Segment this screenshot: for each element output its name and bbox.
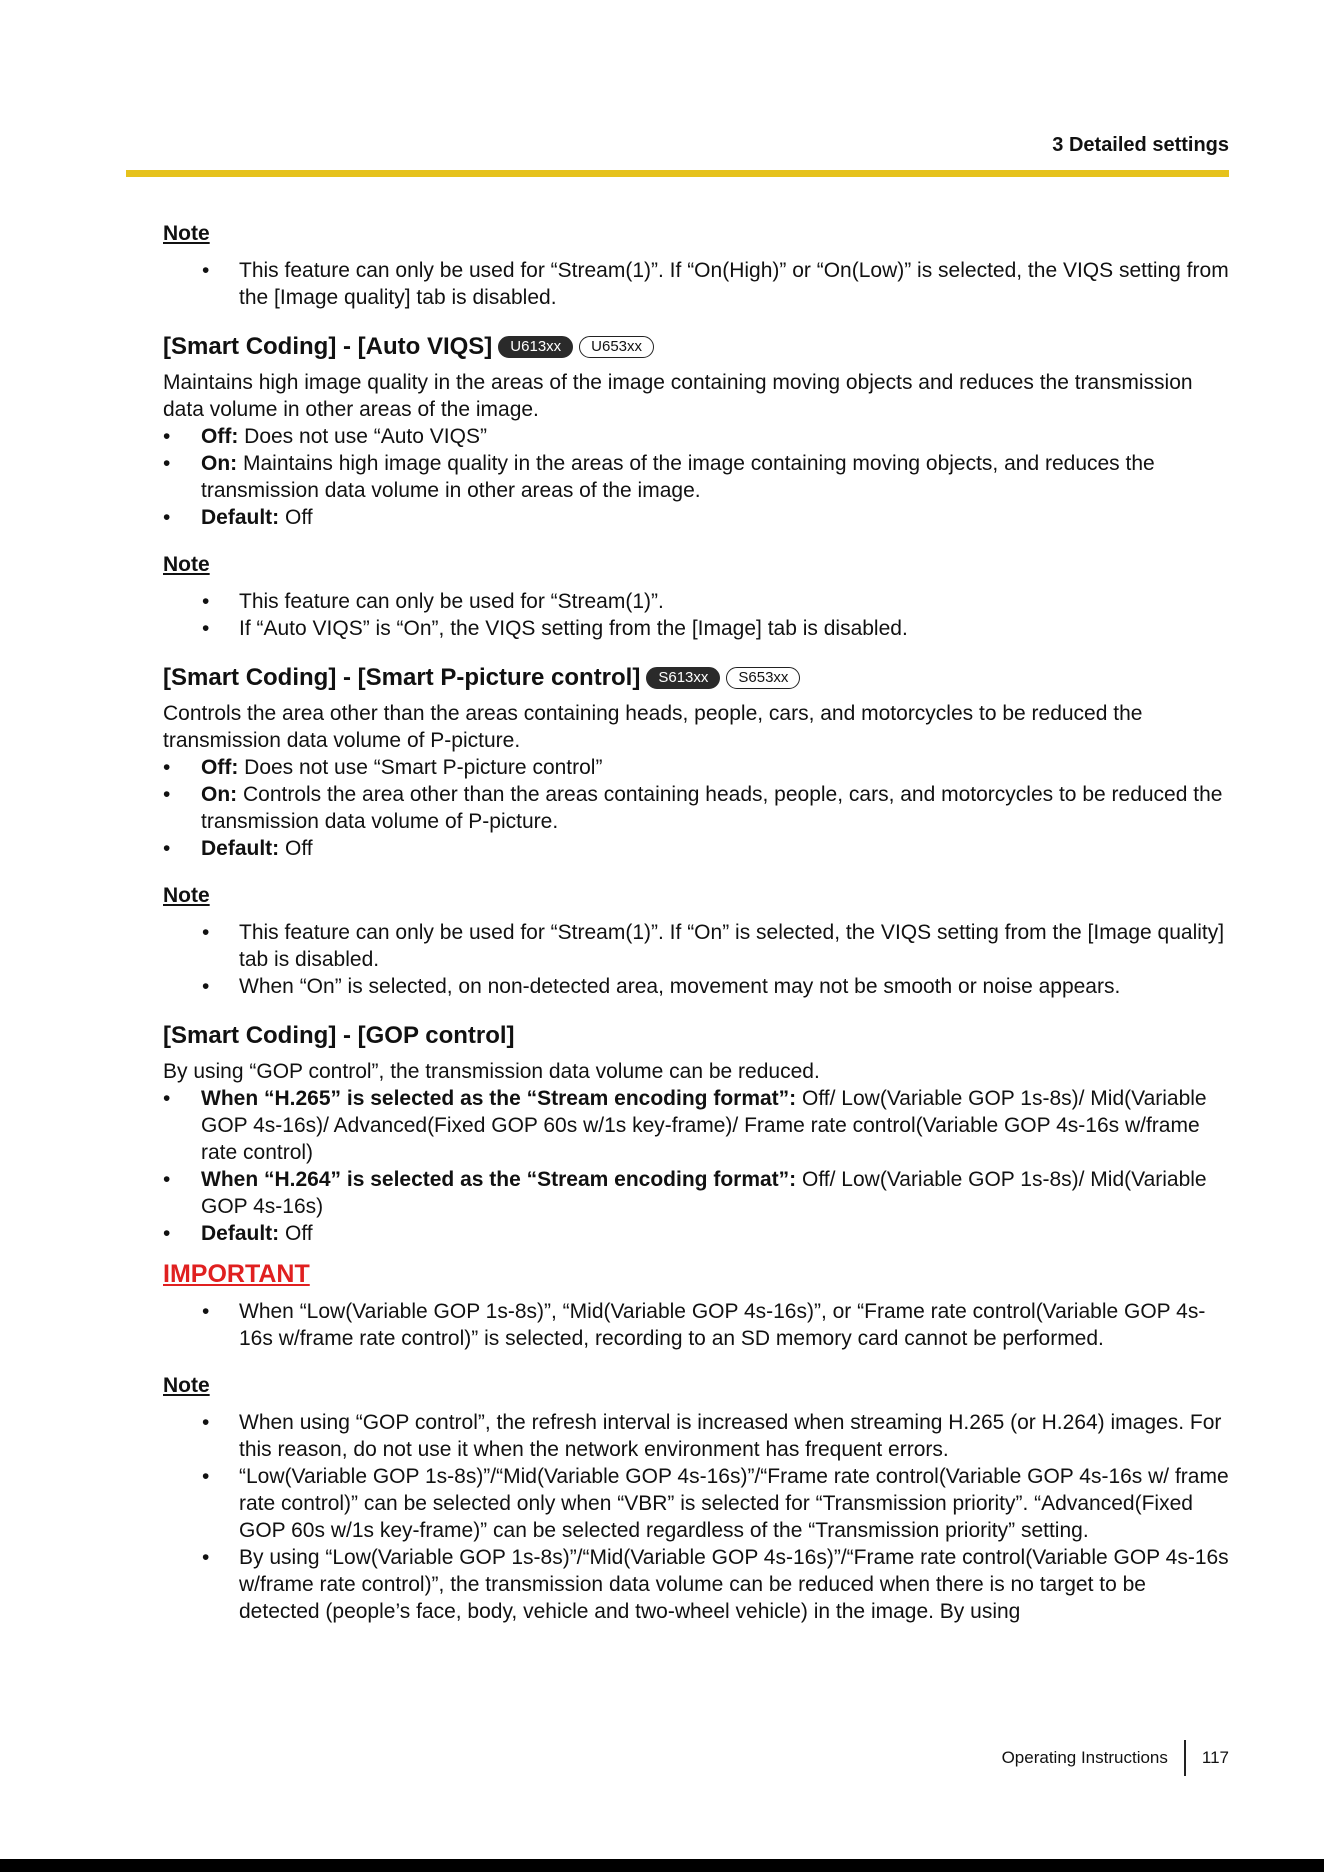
section-title-text: [Smart Coding] - [Auto VIQS] [163,333,493,360]
note-list [163,588,1229,642]
option-text: Controls the area other than the areas containing heads, people, cars, and motorcycles to be reduced the transmission data volume of P-picture. [201,783,1223,833]
important-list [163,1298,1229,1352]
section-description: Maintains high image quality in the areas of the image containing moving objects and reduces the transmission data volume in other areas of the image. [163,371,1193,421]
option-text: Off [279,837,313,860]
note-item: • If “Auto VIQS” is “On”, the VIQS setting from the [Image] tab is disabled. [239,615,1229,642]
option-list [163,423,1229,531]
note-item: • When using “GOP control”, the refresh interval is increased when streaming H.265 (or H.264) images. For this reason, do not use it when the network environment has frequent errors. [239,1409,1229,1463]
note-label: Note [163,553,210,576]
section-title-text: [Smart Coding] - [Smart P-picture control] [163,664,641,691]
option-text: Does not use “Smart P-picture control” [238,756,603,779]
note-item: • By using “Low(Variable GOP 1s-8s)”/“Mid(Variable GOP 4s-16s)”/“Frame rate control(Variable GOP 4s-16s w/frame rate control)”, the transmission data volume can be reduced when there is no target to be detected (people’s face, body, vehicle and two-wheel vehicle) in the image. By using [239,1544,1229,1625]
model-badge-outline: S653xx [726,667,800,689]
option-list [163,1085,1229,1247]
option-item [201,835,1229,862]
note-label: Note [163,222,210,245]
option-label: Off: [201,425,239,448]
option-label: Default: [201,506,280,529]
option-label: When “H.265” is selected as the “Stream encoding format”: [201,1087,797,1110]
footer-separator [1184,1740,1186,1776]
model-badge-filled: U613xx [498,336,573,358]
option-text: Off [279,506,313,529]
option-list [163,754,1229,862]
option-text: Does not use “Auto VIQS” [238,425,487,448]
model-badge-filled: S613xx [646,667,720,689]
option-text: Off [279,1222,313,1245]
note-item: • When “On” is selected, on non-detected area, movement may not be smooth or noise appears. [239,973,1229,1000]
note-item: • This feature can only be used for “Stream(1)”. [239,588,1229,615]
header-rule [126,170,1229,177]
option-item [201,450,1229,504]
note-list [163,1409,1229,1625]
model-badge-outline: U653xx [579,336,654,358]
note-item: • “Low(Variable GOP 1s-8s)”/“Mid(Variable GOP 4s-16s)”/“Frame rate control(Variable GOP 4s-16s w/ frame rate control)” can be selected only when “VBR” is selected for “Transmission priority”. “Advanced(Fixed GOP 60s w/1s key-frame)” can be selected regardless of the “Transmission priority” setting. [239,1463,1229,1544]
option-item [201,781,1229,835]
section-description: By using “GOP control”, the transmission data volume can be reduced. [163,1060,820,1083]
option-label: On: [201,452,238,475]
note-label: Note [163,1374,210,1397]
option-item [201,1166,1229,1220]
option-item [201,504,1229,531]
section-title-text: [Smart Coding] - [GOP control] [163,1022,515,1049]
option-item [201,423,1229,450]
option-item [201,754,1229,781]
important-item: • When “Low(Variable GOP 1s-8s)”, “Mid(Variable GOP 4s-16s)”, or “Frame rate control(Variable GOP 4s-16s w/frame rate control)” is selected, recording to an SD memory card cannot be performed. [239,1298,1229,1352]
section-title-auto-viqs [163,331,1229,363]
section-description: Controls the area other than the areas containing heads, people, cars, and motorcycles to be reduced the transmission data volume of P-picture. [163,702,1143,752]
option-label: Default: [201,1222,280,1245]
option-label: Default: [201,837,280,860]
section-title-gop-control [163,1020,1229,1052]
bottom-border [0,1859,1324,1872]
chapter-title: 3 Detailed settings [1052,134,1229,156]
note-label: Note [163,884,210,907]
section-title-smart-p-picture [163,662,1229,694]
option-item [201,1220,1229,1247]
note-item: • This feature can only be used for “Stream(1)”. If “On” is selected, the VIQS setting from the [Image quality] tab is disabled. [239,919,1229,973]
note-list [163,919,1229,1000]
option-item [201,1085,1229,1166]
page-content [163,220,1229,1625]
footer-doc-name: Operating Instructions [1001,1748,1168,1767]
option-text: Off/ Low(Variable GOP 1s-8s)/ Mid(Variable GOP 4s-16s)/ Advanced(Fixed GOP 60s w/1s key-frame)/ Frame rate control(Variable GOP 4s-16s w/frame rate control) [201,1087,1207,1164]
option-label: On: [201,783,238,806]
page-footer [1002,1740,1229,1776]
important-label: IMPORTANT [163,1260,310,1288]
note-item: • This feature can only be used for “Stream(1)”. If “On(High)” or “On(Low)” is selected, the VIQS setting from the [Image quality] tab is disabled. [239,257,1229,311]
note-list [163,257,1229,311]
option-label: Off: [201,756,239,779]
option-label: When “H.264” is selected as the “Stream encoding format”: [201,1168,797,1191]
option-text: Maintains high image quality in the areas of the image containing moving objects, and reduces the transmission data volume in other areas of the image. [201,452,1155,502]
option-text: Off/ Low(Variable GOP 1s-8s)/ Mid(Variable GOP 4s-16s) [201,1168,1207,1218]
page-number: 117 [1201,1748,1229,1767]
